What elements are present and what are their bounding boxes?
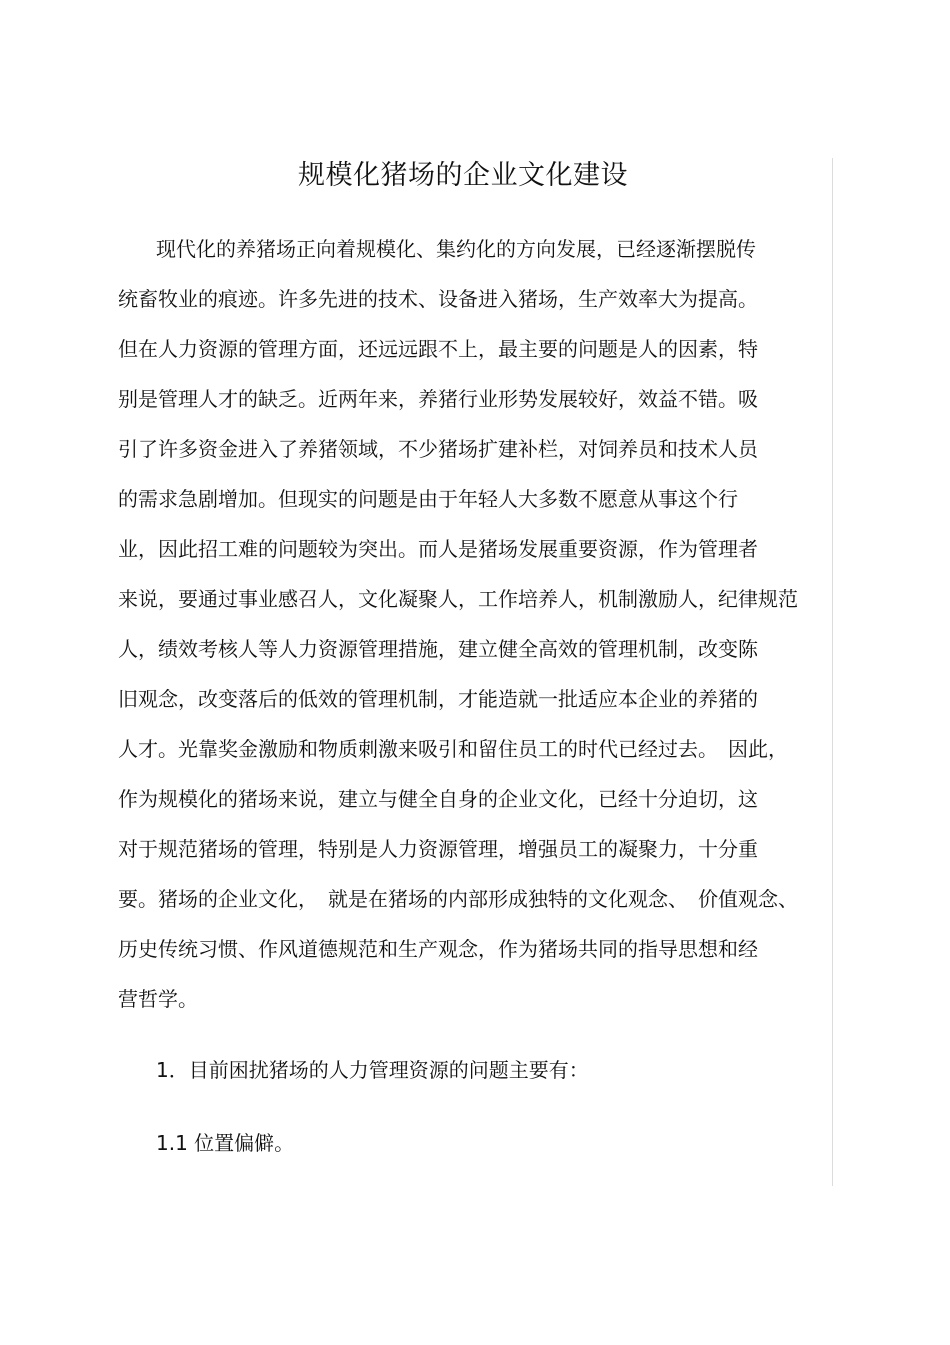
- paragraph-line: 来说，要通过事业感召人，文化凝聚人，工作培养人，机制激励人，纪律规范: [118, 587, 798, 611]
- document-title: 规模化猪场的企业文化建设: [298, 160, 628, 191]
- right-margin-rule: [832, 158, 833, 1186]
- paragraph-line: 统畜牧业的痕迹。许多先进的技术、设备进入猪场，生产效率大为提高。: [118, 287, 758, 311]
- paragraph-line: 业，因此招工难的问题较为突出。而人是猪场发展重要资源，作为管理者: [118, 537, 758, 561]
- section-heading-1-1: 1.1 位置偏僻。: [156, 1131, 295, 1155]
- paragraph-line: 的需求急剧增加。但现实的问题是由于年轻人大多数不愿意从事这个行: [118, 487, 738, 511]
- section-heading-1: 1．目前困扰猪场的人力管理资源的问题主要有：: [156, 1058, 589, 1082]
- paragraph-line: 营哲学。: [118, 987, 198, 1011]
- paragraph-line: 人才。光靠奖金激励和物质刺激来吸引和留住员工的时代已经过去。 因此，: [118, 737, 788, 761]
- paragraph-line: 现代化的养猪场正向着规模化、集约化的方向发展，已经逐渐摆脱传: [156, 237, 756, 261]
- paragraph-line: 要。猪场的企业文化， 就是在猪场的内部形成独特的文化观念、 价值观念、: [118, 887, 798, 911]
- paragraph-line: 引了许多资金进入了养猪领域，不少猪场扩建补栏，对饲养员和技术人员: [118, 437, 758, 461]
- paragraph-line: 对于规范猪场的管理，特别是人力资源管理，增强员工的凝聚力，十分重: [118, 837, 758, 861]
- paragraph-line: 别是管理人才的缺乏。近两年来，养猪行业形势发展较好，效益不错。吸: [118, 387, 758, 411]
- paragraph-line: 历史传统习惯、作风道德规范和生产观念，作为猪场共同的指导思想和经: [118, 937, 758, 961]
- paragraph-line: 作为规模化的猪场来说，建立与健全自身的企业文化，已经十分迫切，这: [118, 787, 758, 811]
- paragraph-line: 人，绩效考核人等人力资源管理措施，建立健全高效的管理机制，改变陈: [118, 637, 758, 661]
- paragraph-line: 但在人力资源的管理方面，还远远跟不上，最主要的问题是人的因素，特: [118, 337, 758, 361]
- paragraph-line: 旧观念，改变落后的低效的管理机制，才能造就一批适应本企业的养猪的: [118, 687, 758, 711]
